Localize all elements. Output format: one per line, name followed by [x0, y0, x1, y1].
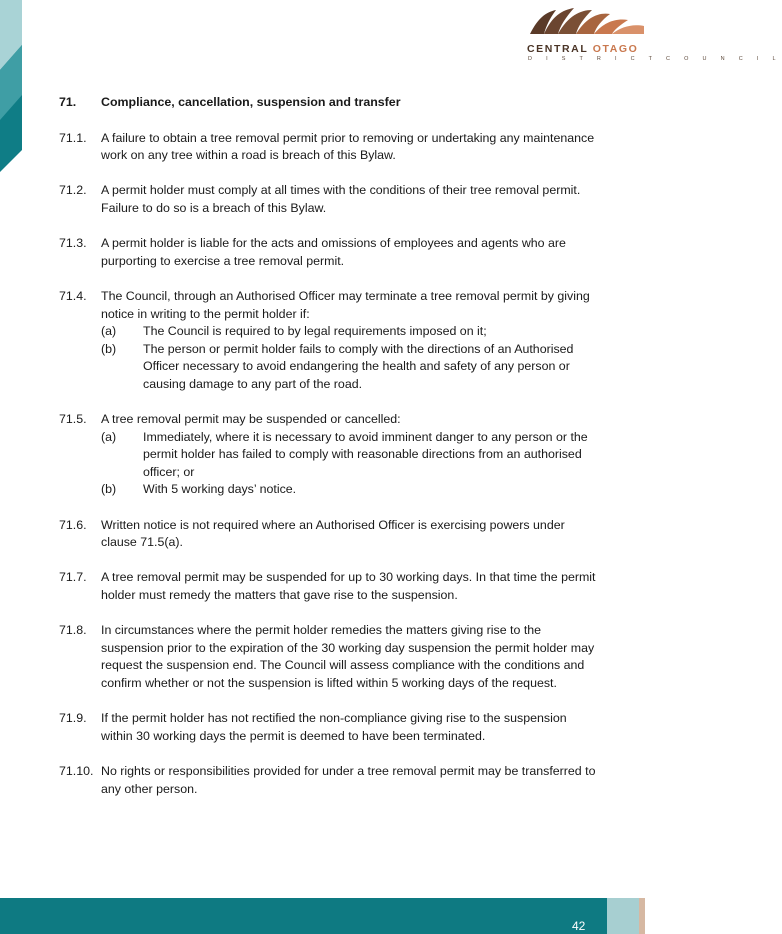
page-number: 42: [572, 919, 586, 933]
clause-number: 71.5.: [59, 412, 87, 427]
sub-clause-letter: (b): [101, 482, 117, 497]
sub-clause-letter: (b): [101, 341, 117, 356]
council-logo: [524, 4, 782, 66]
logo-name-central: CENTRAL: [527, 43, 589, 55]
footer-bar: [0, 898, 645, 934]
sub-clause: [101, 481, 599, 499]
clause: [59, 517, 599, 552]
sub-clause: [101, 323, 599, 341]
section-title: Compliance, cancellation, suspension and transfer: [101, 95, 401, 109]
logo-wordmark: [527, 43, 638, 55]
clause: [59, 182, 599, 217]
logo-name-otago: OTAGO: [592, 43, 639, 55]
sub-clause-text: The person or permit holder fails to comply with the directions of an Authorised Officer necessary to avoid endangering the health and safety of any person or causing damage to any part of the road.: [143, 341, 574, 391]
clause-text: A failure to obtain a tree removal permit prior to removing or undertaking any maintenance work on any tree within a road is breach of this Bylaw.: [101, 130, 595, 163]
clause: [59, 288, 599, 394]
clause: [59, 710, 599, 745]
clause: [59, 411, 599, 499]
clause-text: A tree removal permit may be suspended for up to 30 working days. In that time the permit holder must remedy the matters that gave rise to the suspension.: [101, 570, 596, 603]
clause-text: The Council, through an Authorised Officer may terminate a tree removal permit by giving notice in writing to the permit holder if:: [101, 288, 590, 321]
footer-accent-strip: [639, 898, 645, 934]
decorative-corner-shape: [0, 0, 60, 200]
logo-subtitle: D I S T R I C T C O U N C I L: [528, 56, 782, 62]
clause-number: 71.1.: [59, 130, 87, 145]
clause-text: A tree removal permit may be suspended or cancelled:: [101, 412, 401, 427]
clause-number: 71.10.: [59, 763, 94, 778]
clause: [59, 569, 599, 604]
clause-number: 71.7.: [59, 570, 87, 585]
clause: [59, 235, 599, 270]
clause-number: 71.8.: [59, 623, 87, 638]
sub-clause-letter: (a): [101, 429, 117, 444]
clause-number: 71.6.: [59, 517, 87, 532]
clause-number: 71.2.: [59, 183, 87, 198]
document-body: [59, 94, 599, 816]
clause-text: A permit holder must comply at all times with the conditions of their tree removal permit. Failure to do so is a breach of this Bylaw.: [101, 183, 581, 215]
clause-text: Written notice is not required where an Authorised Officer is exercising powers under clause 71.5(a).: [101, 517, 565, 550]
clause-number: 71.9.: [59, 711, 87, 726]
clause-text: No rights or responsibilities provided for under a tree removal permit may be transferred to any other person.: [101, 763, 596, 796]
clause-text: If the permit holder has not rectified the non-compliance giving rise to the suspension within 30 working days the permit is deemed to have been terminated.: [101, 711, 567, 743]
clause: [59, 763, 599, 798]
sub-clause: [101, 341, 599, 394]
sub-clause-text: With 5 working days’ notice.: [143, 482, 297, 497]
clause-text: A permit holder is liable for the acts and omissions of employees and agents who are purporting to exercise a tree removal permit.: [101, 236, 566, 268]
clause: [59, 622, 599, 692]
clause-number: 71.4.: [59, 288, 87, 303]
sub-clause-text: The Council is required to by legal requirements imposed on it;: [143, 324, 487, 339]
clause-number: 71.3.: [59, 236, 87, 251]
section-number: 71.: [59, 95, 77, 109]
mountain-logo-icon: [528, 4, 645, 40]
section-heading: [59, 94, 599, 112]
clause-text: In circumstances where the permit holder remedies the matters giving rise to the suspension prior to the expiration of the 30 working day suspension the permit holder may request the suspension end. The Council will assess compliance with the conditions and confirm whether or not the suspension is lifted within 5 working days of the request.: [101, 623, 595, 690]
clause: [59, 130, 599, 165]
sub-clause: [101, 429, 599, 482]
sub-clause-text: Immediately, where it is necessary to avoid imminent danger to any person or the permit holder has failed to comply with reasonable directions from an authorised officer; or: [143, 429, 588, 479]
sub-clause-letter: (a): [101, 324, 117, 339]
